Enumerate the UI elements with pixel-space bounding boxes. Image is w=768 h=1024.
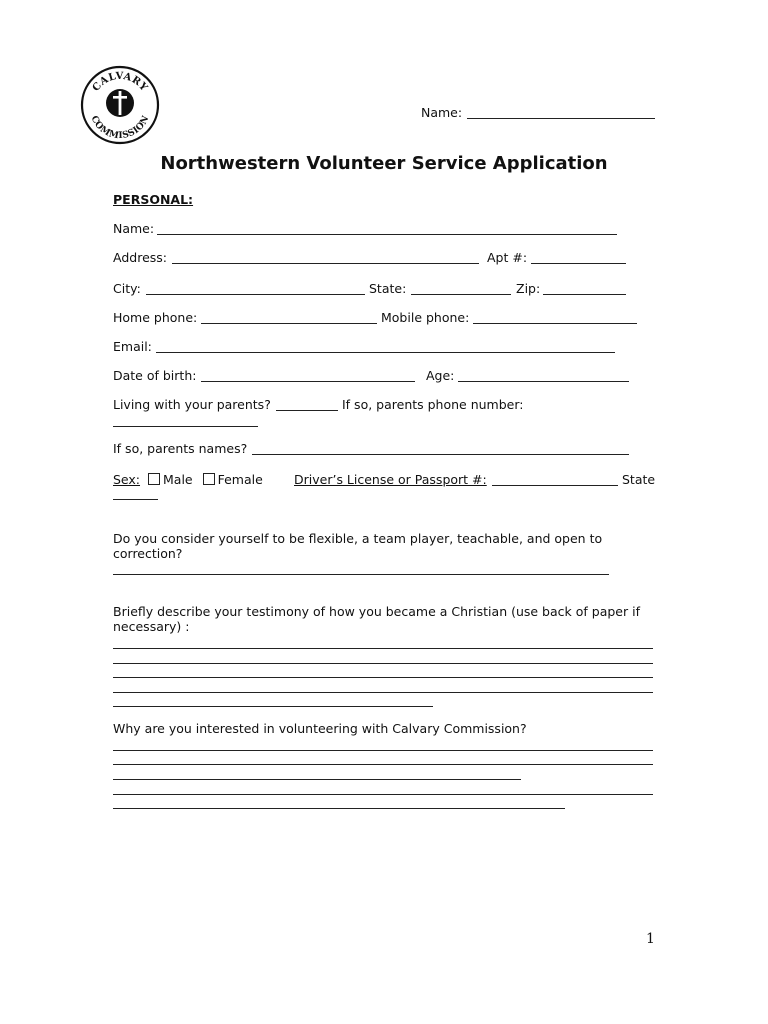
home-phone-label: Home phone: <box>113 310 198 325</box>
question-interest: Why are you interested in volunteering with Calvary Commission? <box>113 721 527 736</box>
answer-interest-line[interactable] <box>113 750 653 751</box>
state-label: State: <box>369 281 407 296</box>
header-name-label: Name: <box>421 105 463 120</box>
answer-testimony-line[interactable] <box>113 648 653 649</box>
sex-label: Sex: <box>113 472 141 487</box>
age-label: Age: <box>426 368 455 383</box>
answer-testimony-line[interactable] <box>113 692 653 693</box>
answer-interest-line[interactable] <box>113 794 653 795</box>
name-label: Name: <box>113 221 155 236</box>
answer-testimony-line[interactable] <box>113 706 433 707</box>
living-with-parents-label: Living with your parents? <box>113 397 271 412</box>
license-label: Driver’s License or Passport #: <box>294 472 487 487</box>
city-field[interactable] <box>146 294 365 295</box>
question-flexible-line2: correction? <box>113 546 183 561</box>
parents-names-field[interactable] <box>252 454 629 455</box>
female-label: Female <box>217 472 263 487</box>
email-field[interactable] <box>156 352 615 353</box>
female-checkbox[interactable] <box>203 473 215 485</box>
question-testimony-line1: Briefly describe your testimony of how you became a Christian (use back of paper if <box>113 604 640 619</box>
section-personal-heading: PERSONAL: <box>113 192 194 207</box>
address-label: Address: <box>113 250 167 265</box>
age-field[interactable] <box>458 381 629 382</box>
license-field[interactable] <box>492 485 618 486</box>
dob-field[interactable] <box>201 381 415 382</box>
logo-top-text: CALVARY <box>90 70 150 94</box>
city-label: City: <box>113 281 141 296</box>
zip-field[interactable] <box>543 294 626 295</box>
license-state-field[interactable] <box>113 499 158 500</box>
page-number: 1 <box>646 931 655 947</box>
parents-phone-field[interactable] <box>113 426 258 427</box>
mobile-phone-field[interactable] <box>473 323 637 324</box>
logo-bottom-text: COMMISSION <box>88 114 152 142</box>
male-checkbox[interactable] <box>148 473 160 485</box>
dob-label: Date of birth: <box>113 368 197 383</box>
zip-label: Zip: <box>516 281 541 296</box>
answer-interest-line[interactable] <box>113 764 653 765</box>
apt-label: Apt #: <box>487 250 528 265</box>
name-field[interactable] <box>157 234 617 235</box>
answer-testimony-line[interactable] <box>113 663 653 664</box>
home-phone-field[interactable] <box>201 323 377 324</box>
header-name-field[interactable] <box>467 118 655 119</box>
answer-interest-line[interactable] <box>113 779 521 780</box>
answer-testimony-line[interactable] <box>113 677 653 678</box>
apt-field[interactable] <box>531 263 626 264</box>
question-testimony-line2: necessary) : <box>113 619 190 634</box>
license-state-label: State <box>622 472 656 487</box>
answer-interest-line[interactable] <box>113 808 565 809</box>
state-field[interactable] <box>411 294 511 295</box>
male-label: Male <box>163 472 193 487</box>
form-title: Northwestern Volunteer Service Application <box>160 153 608 174</box>
address-field[interactable] <box>172 263 479 264</box>
parents-phone-label: If so, parents phone number: <box>342 397 524 412</box>
calvary-commission-logo <box>80 62 160 148</box>
living-with-parents-field[interactable] <box>276 410 338 411</box>
email-label: Email: <box>113 339 152 354</box>
question-flexible-line1: Do you consider yourself to be flexible, a team player, teachable, and open to <box>113 531 603 546</box>
answer-flexible-line[interactable] <box>113 574 609 575</box>
parents-names-label: If so, parents names? <box>113 441 248 456</box>
mobile-phone-label: Mobile phone: <box>381 310 470 325</box>
